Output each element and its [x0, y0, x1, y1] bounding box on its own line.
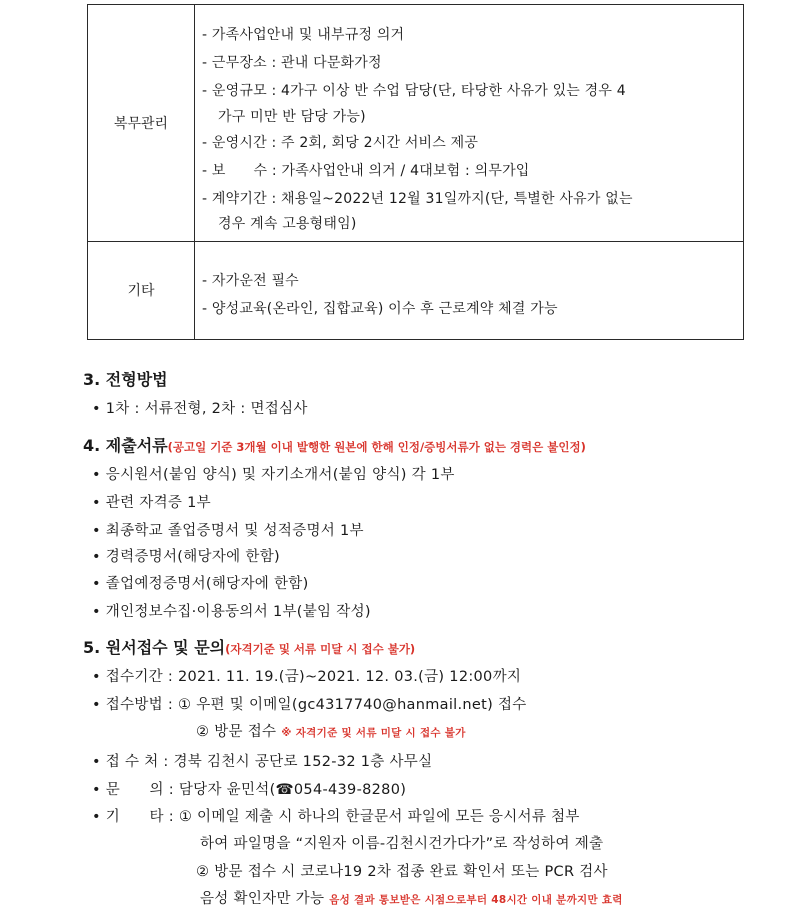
section5-note: (자격기준 및 서류 미달 시 접수 불가)	[225, 642, 416, 656]
section4-item: • 관련 자격증 1부	[92, 495, 211, 511]
duty-line: - 계약기간 : 채용일~2022년 12월 31일까지(단, 특별한 사유가 없는	[202, 191, 633, 207]
section3-item: • 1차 : 서류전형, 2차 : 면접심사	[92, 401, 308, 417]
section3-title	[83, 367, 168, 390]
table-row-etc	[88, 241, 743, 339]
method2-text: ② 방문 접수	[196, 724, 277, 740]
conditions-table	[87, 4, 744, 340]
section5-title-text: 5. 원서접수 및 문의	[83, 638, 226, 657]
table-row-duty	[88, 5, 743, 242]
section5-etc1: • 기 타 : ① 이메일 제출 시 하나의 한글문서 파일에 모든 응시서류 첨부	[92, 809, 580, 825]
etc4-note: 음성 결과 통보받은 시점으로부터 48시간 이내 분까지만 효력	[329, 894, 623, 906]
duty-line: - 보 수 : 가족사업안내 의거 / 4대보험 : 의무가입	[202, 163, 530, 179]
method2-note: ※ 자격기준 및 서류 미달 시 접수 불가	[281, 727, 466, 739]
section5-place: • 접 수 처 : 경북 김천시 공단로 152-32 1층 사무실	[92, 754, 433, 770]
section4-item: • 졸업예정증명서(해당자에 한함)	[92, 576, 309, 592]
section5-etc2: 하여 파일명을 “지원자 이름-김천시건가다가”로 작성하여 제출	[200, 836, 604, 852]
row-label-etc: 기타	[88, 241, 195, 339]
section4-note: (공고일 기준 3개월 이내 발행한 원본에 한해 인정/증빙서류가 없는 경력은 불인정)	[167, 440, 586, 454]
section5-title	[83, 635, 415, 658]
duty-line: 경우 계속 고용형태임)	[218, 216, 357, 232]
duty-line: - 운영시간 : 주 2회, 회당 2시간 서비스 제공	[202, 135, 479, 151]
section4-item: • 응시원서(붙임 양식) 및 자기소개서(붙임 양식) 각 1부	[92, 467, 455, 483]
section3-title-text: 3. 전형방법	[83, 370, 168, 389]
etc4-text: 음성 확인자만 가능	[200, 891, 325, 907]
section4-item: • 개인정보수집·이용동의서 1부(붙임 작성)	[92, 604, 371, 620]
section5-etc3: ② 방문 접수 시 코로나19 2차 접종 완료 확인서 또는 PCR 검사	[196, 864, 608, 880]
section4-item: • 경력증명서(해당자에 한함)	[92, 549, 280, 565]
duty-line: - 근무장소 : 관내 다문화가정	[202, 55, 382, 71]
etc-line: - 자가운전 필수	[202, 273, 299, 289]
duty-line: - 운영규모 : 4가구 이상 반 수업 담당(단, 타당한 사유가 있는 경우 4	[202, 83, 626, 99]
section5-period: • 접수기간 : 2021. 11. 19.(금)~2021. 12. 03.(금) 12:00까지	[92, 669, 522, 685]
section5-etc4	[200, 887, 623, 908]
section5-contact: • 문 의 : 담당자 윤민석(☎054-439-8280)	[92, 782, 407, 798]
section4-title-text: 4. 제출서류	[83, 436, 168, 455]
section4-item: • 최종학교 졸업증명서 및 성적증명서 1부	[92, 523, 364, 539]
row-label-duty: 복무관리	[88, 5, 195, 241]
section4-title	[83, 433, 586, 456]
section5-method: • 접수방법 : ① 우편 및 이메일(gc4317740@hanmail.net) 접수	[92, 697, 527, 713]
section5-method2	[196, 720, 466, 741]
duty-line: 가구 미만 반 담당 가능)	[218, 109, 366, 125]
duty-line: - 가족사업안내 및 내부규정 의거	[202, 27, 405, 43]
etc-line: - 양성교육(온라인, 집합교육) 이수 후 근로계약 체결 가능	[202, 301, 558, 317]
